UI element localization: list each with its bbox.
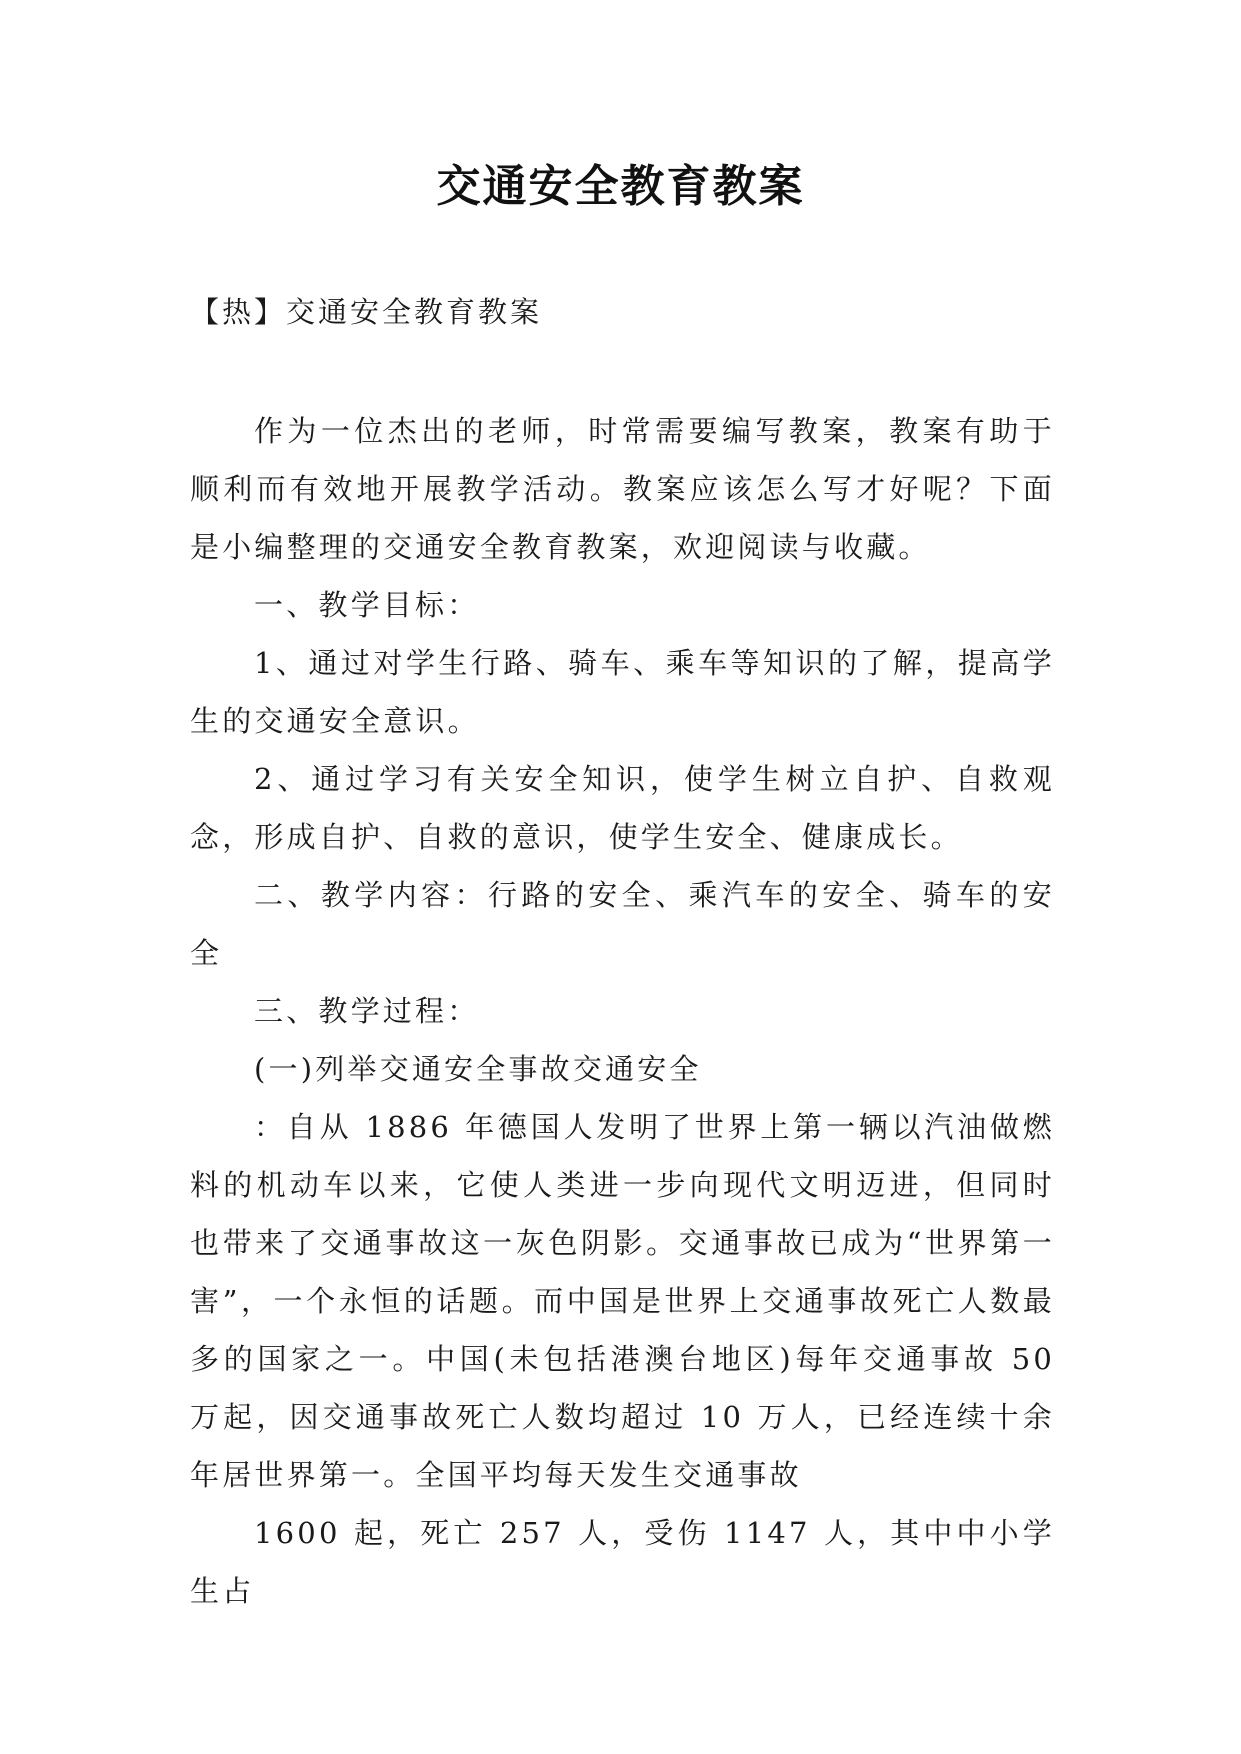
paragraph-accident-statistics: 1600 起，死亡 257 人，受伤 1147 人，其中中小学生占: [190, 1516, 1055, 1608]
paragraph-goal-1: 1、通过对学生行路、骑车、乘车等知识的了解，提高学生的交通安全意识。: [190, 646, 1055, 738]
document-title: 交通安全教育教案: [436, 161, 805, 212]
heading-teaching-content: 二、教学内容：行路的安全、乘汽车的安全、骑车的安全: [190, 878, 1055, 970]
heading-accident-examples: (一)列举交通安全事故交通安全: [254, 1052, 702, 1086]
heading-teaching-process: 三、教学过程：: [254, 994, 480, 1028]
paragraph-intro: 作为一位杰出的老师，时常需要编写教案，教案有助于顺利而有效地开展教学活动。教案应该怎么写才好呢？下面是小编整理的交通安全教育教案，欢迎阅读与收藏。: [190, 414, 1055, 564]
heading-teaching-goals: 一、教学目标：: [254, 588, 480, 622]
document-body: [190, 402, 1055, 1620]
paragraph-goal-2: 2、通过学习有关安全知识，使学生树立自护、自救观念，形成自护、自救的意识，使学生安全、健康成长。: [190, 762, 1055, 854]
paragraph-accident-history: ：自从 1886 年德国人发明了世界上第一辆以汽油做燃料的机动车以来，它使人类进一步向现代文明迈进，但同时也带来了交通事故这一灰色阴影。交通事故已成为“世界第一害”，一个永恒的话题。而中国是世界上交通事故死亡人数最多的国家之一。中国(未包括港澳台地区)每年交通事故 50 万起，因交通事故死亡人数均超过 10 万人，已经连续十余年居世界第一。全国平均每天发生交通事故: [190, 1110, 1055, 1492]
document-subtitle: 【热】交通安全教育教案: [190, 295, 543, 329]
